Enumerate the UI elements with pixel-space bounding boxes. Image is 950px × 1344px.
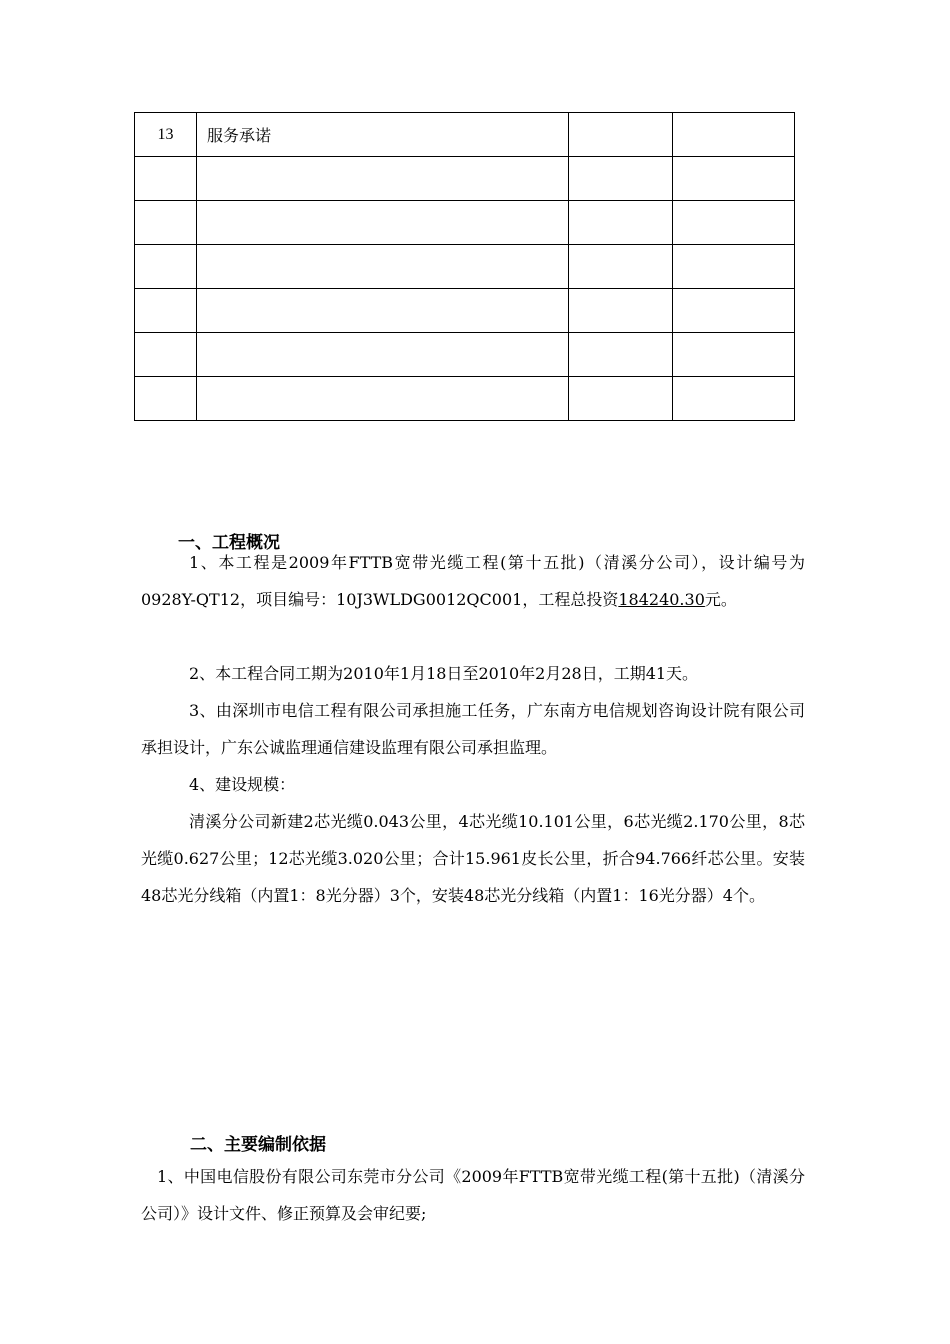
table-row <box>135 157 795 201</box>
row-cell-3 <box>569 201 673 245</box>
section1-paragraph-1 <box>141 544 805 618</box>
row-name-cell: 服务承诺 <box>197 113 569 157</box>
row-name-cell <box>197 377 569 421</box>
row-number-cell <box>135 377 197 421</box>
section1-paragraph-2: 2、本工程合同工期为2010年1月18日至2010年2月28日，工期41天。 <box>189 664 699 683</box>
row-name-cell <box>197 289 569 333</box>
row-cell-4 <box>673 157 795 201</box>
row-number-cell <box>135 333 197 377</box>
row-number-cell <box>135 289 197 333</box>
row-cell-4 <box>673 289 795 333</box>
section2-paragraph-1: 1、中国电信股份有限公司东莞市分公司《2009年FTTB宽带光缆工程(第十五批)（清溪分公司）》设计文件、修正预算及会审纪要; <box>141 1167 805 1223</box>
row-cell-3 <box>569 377 673 421</box>
row-cell-3 <box>569 157 673 201</box>
row-number-cell <box>135 157 197 201</box>
row-cell-3 <box>569 113 673 157</box>
table-row <box>135 201 795 245</box>
section1-paragraph-5: 清溪分公司新建2芯光缆0.043公里，4芯光缆10.101公里，6芯光缆2.170公里，8芯光缆0.627公里；12芯光缆3.020公里；合计15.961皮长公里，折合94.766纤芯公里。安装48芯光分线箱（内置1：8光分器）3个，安装48芯光分线箱（内置1：16光分器）4个。 <box>141 812 805 905</box>
row-cell-3 <box>569 333 673 377</box>
section1-paragraph-3: 3、由深圳市电信工程有限公司承担施工任务，广东南方电信规划咨询设计院有限公司承担设计，广东公诚监理通信建设监理有限公司承担监理。 <box>141 701 805 757</box>
row-cell-4 <box>673 113 795 157</box>
items-table <box>134 112 795 421</box>
row-cell-3 <box>569 245 673 289</box>
row-cell-4 <box>673 201 795 245</box>
section1-p1-unit: 元。 <box>704 590 737 609</box>
row-number-cell <box>135 245 197 289</box>
table-row <box>135 289 795 333</box>
row-name-cell <box>197 201 569 245</box>
section1-p1-text: 1、本工程是2009年FTTB宽带光缆工程(第十五批)（清溪分公司），设计编号为0928Y-QT12，项目编号：10J3WLDG0012QC001，工程总投资 <box>141 553 805 609</box>
section1-paragraph-4: 4、建设规模： <box>189 775 296 794</box>
row-cell-4 <box>673 333 795 377</box>
table-row <box>135 377 795 421</box>
section2-title: 二、主要编制依据 <box>190 1135 326 1155</box>
row-name-cell <box>197 157 569 201</box>
section1-title: 一、工程概况 <box>178 533 280 553</box>
row-cell-4 <box>673 377 795 421</box>
table-row <box>135 333 795 377</box>
table-row <box>135 113 795 157</box>
row-name-cell <box>197 333 569 377</box>
row-number-cell: 13 <box>135 113 197 157</box>
total-investment-amount: 184240.30 <box>618 590 705 609</box>
table-row <box>135 245 795 289</box>
row-name-cell <box>197 245 569 289</box>
row-cell-4 <box>673 245 795 289</box>
row-cell-3 <box>569 289 673 333</box>
row-number-cell <box>135 201 197 245</box>
